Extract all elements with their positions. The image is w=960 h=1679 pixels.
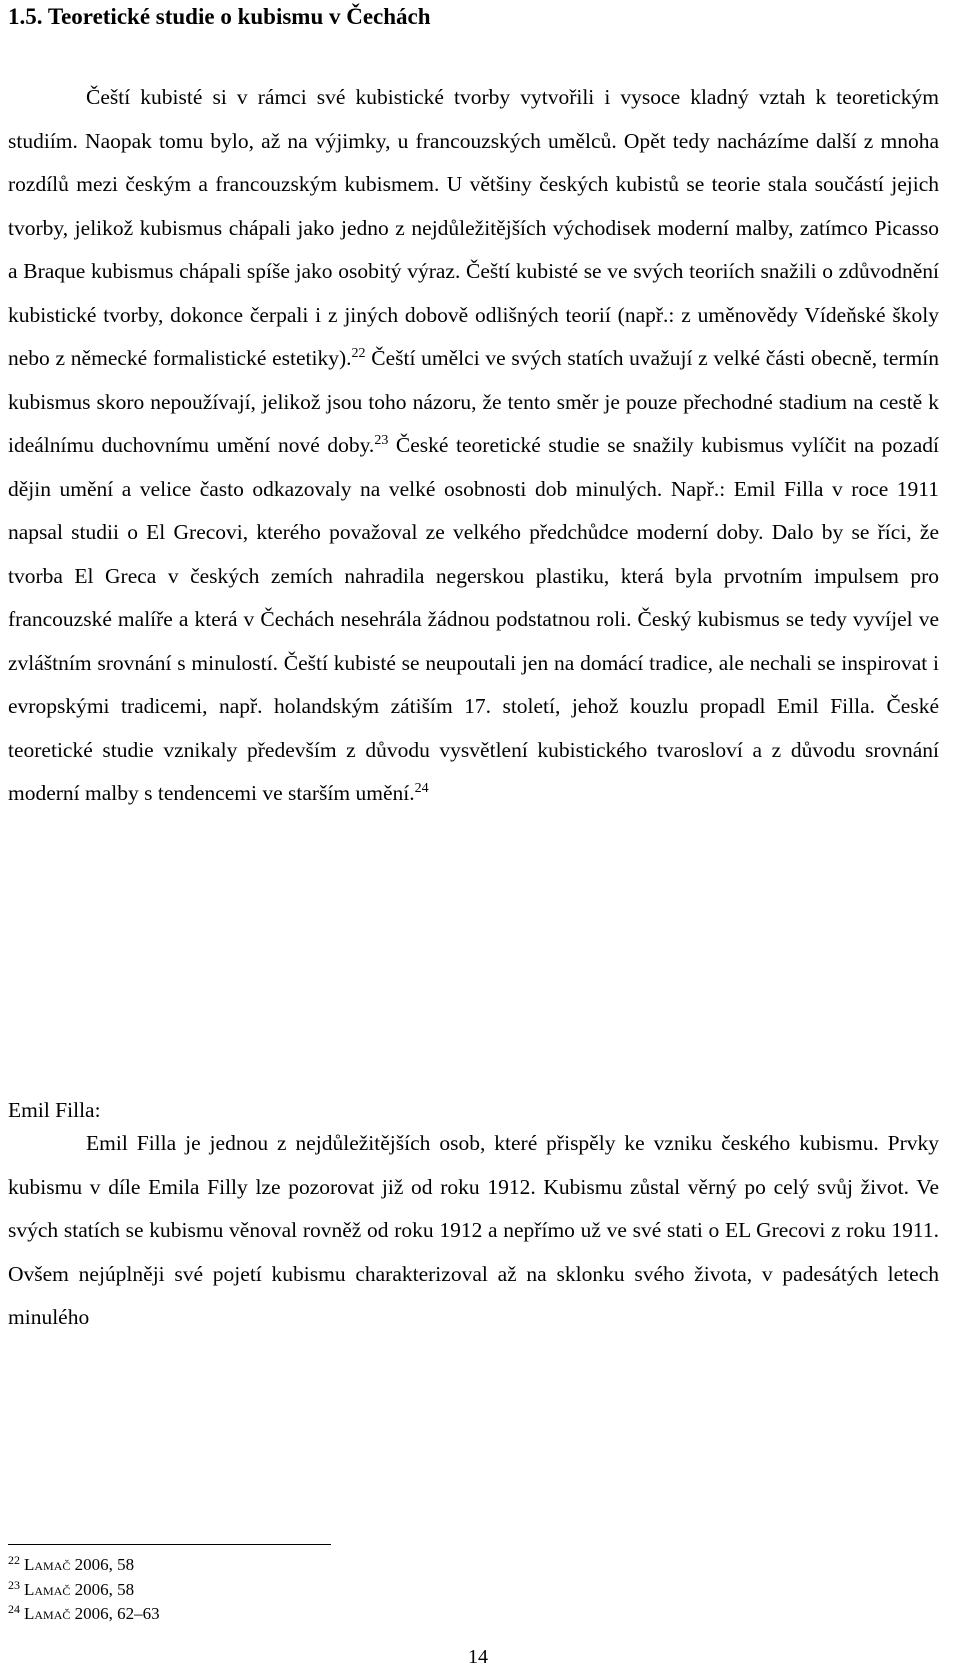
footnote-author: Lamač (24, 1579, 71, 1599)
footnote-number: 24 (8, 1602, 20, 1616)
footnote-ref-24[interactable]: 24 (414, 781, 429, 796)
footnote-author: Lamač (24, 1555, 71, 1574)
paragraph-emil-filla (8, 1122, 939, 1340)
paragraph-intro-seg1: Čeští kubisté si v rámci své kubistické tvorby vytvořili i vysoce kladný vztah k teoretickým studiím. Naopak tomu bylo, až na výjimky, u francouzských umělců. Opět tedy nacházíme další z mnoha rozdílů mezi českým a francouzským kubismem. U většiny českých kubistů se teorie stala součástí jejich tvorby, jelikož kubismus chápali jako jedno z nejdůležitějších východisek moderní malby, zatímco Picasso a Braque kubismus chápali spíše jako osobitý výraz. Čeští kubisté se ve svých teoriích snažili o zdůvodnění kubistické tvorby, dokonce čerpali i z jiných dobově odlišných teorií (např.: z uměnovědy Vídeňské školy nebo z německé formalistické estetiky). (8, 85, 939, 370)
footnote-separator (8, 1544, 331, 1545)
footnote-22 (8, 1553, 160, 1578)
footnote-author: Lamač (24, 1604, 71, 1623)
footnote-ref: 2006, 58 (70, 1555, 135, 1574)
section-heading: 1.5. Teoretické studie o kubismu v Čechách (8, 4, 431, 29)
footnote-ref: 2006, 62–63 (70, 1604, 160, 1623)
footnote-24 (8, 1602, 160, 1627)
paragraph-intro (8, 76, 939, 816)
footnote-ref: 2006, 58 (70, 1579, 135, 1599)
footnote-ref-22[interactable]: 22 (351, 346, 366, 361)
footnote-ref-23[interactable]: 23 (374, 433, 389, 448)
footnotes (8, 1553, 160, 1627)
paragraph-intro-seg3: České teoretické studie se snažily kubismus vylíčit na pozadí dějin umění a velice často odkazovaly na velké osobnosti dob minulých. Např.: Emil Filla v roce 1911 napsal studii o El Grecovi, kterého považoval ze velkého předchůdce moderní doby. Dalo by se říci, že tvorba El Greca v českých zemích nahradila negerskou plastiku, která byla prvotním impulsem pro francouzské malíře a která v Čechách nesehrála žádnou podstatnou roli. Český kubismus se tedy vyvíjel ve zvláštním srovnání s minulostí. Čeští kubisté se neupoutali jen na domácí tradice, ale nechali se inspirovat i evropskými tradicemi, např. holandským zátiším 17. století, jehož kouzlu propadl Emil Filla. České teoretické studie vznikaly především z důvodu vysvětlení kubistického tvarosloví a z důvodu srovnání moderní malby s tendencemi ve starším umění. (8, 433, 939, 805)
page-number: 14 (468, 1646, 488, 1668)
footnote-23 (8, 1578, 160, 1603)
footnote-number: 23 (8, 1577, 20, 1592)
subheading-emil-filla: Emil Filla: (8, 1098, 101, 1122)
paragraph-intro-seg2: Čeští umělci ve svých statích uvažují z velké části obecně, termín kubismus skoro nepoužívají, jelikož jsou toho názoru, že tento směr je pouze přechodné stadium na cestě k ideálnímu duchovnímu umění nové doby. (8, 346, 939, 457)
paragraph-emil-filla-text: Emil Filla je jednou z nejdůležitějších osob, které přispěly ke vzniku českého kubismu. Prvky kubismu v díle Emila Filly lze pozorovat již od roku 1912. Kubismu zůstal věrný po celý svůj život. Ve svých statích se kubismu věnoval rovněž od roku 1912 a nepřímo už ve své stati o EL Grecovi z roku 1911. Ovšem nejúplněji své pojetí kubismu charakterizoval až na sklonku svého života, v padesátých letech minulého (8, 1131, 939, 1329)
footnote-number: 22 (8, 1553, 20, 1567)
